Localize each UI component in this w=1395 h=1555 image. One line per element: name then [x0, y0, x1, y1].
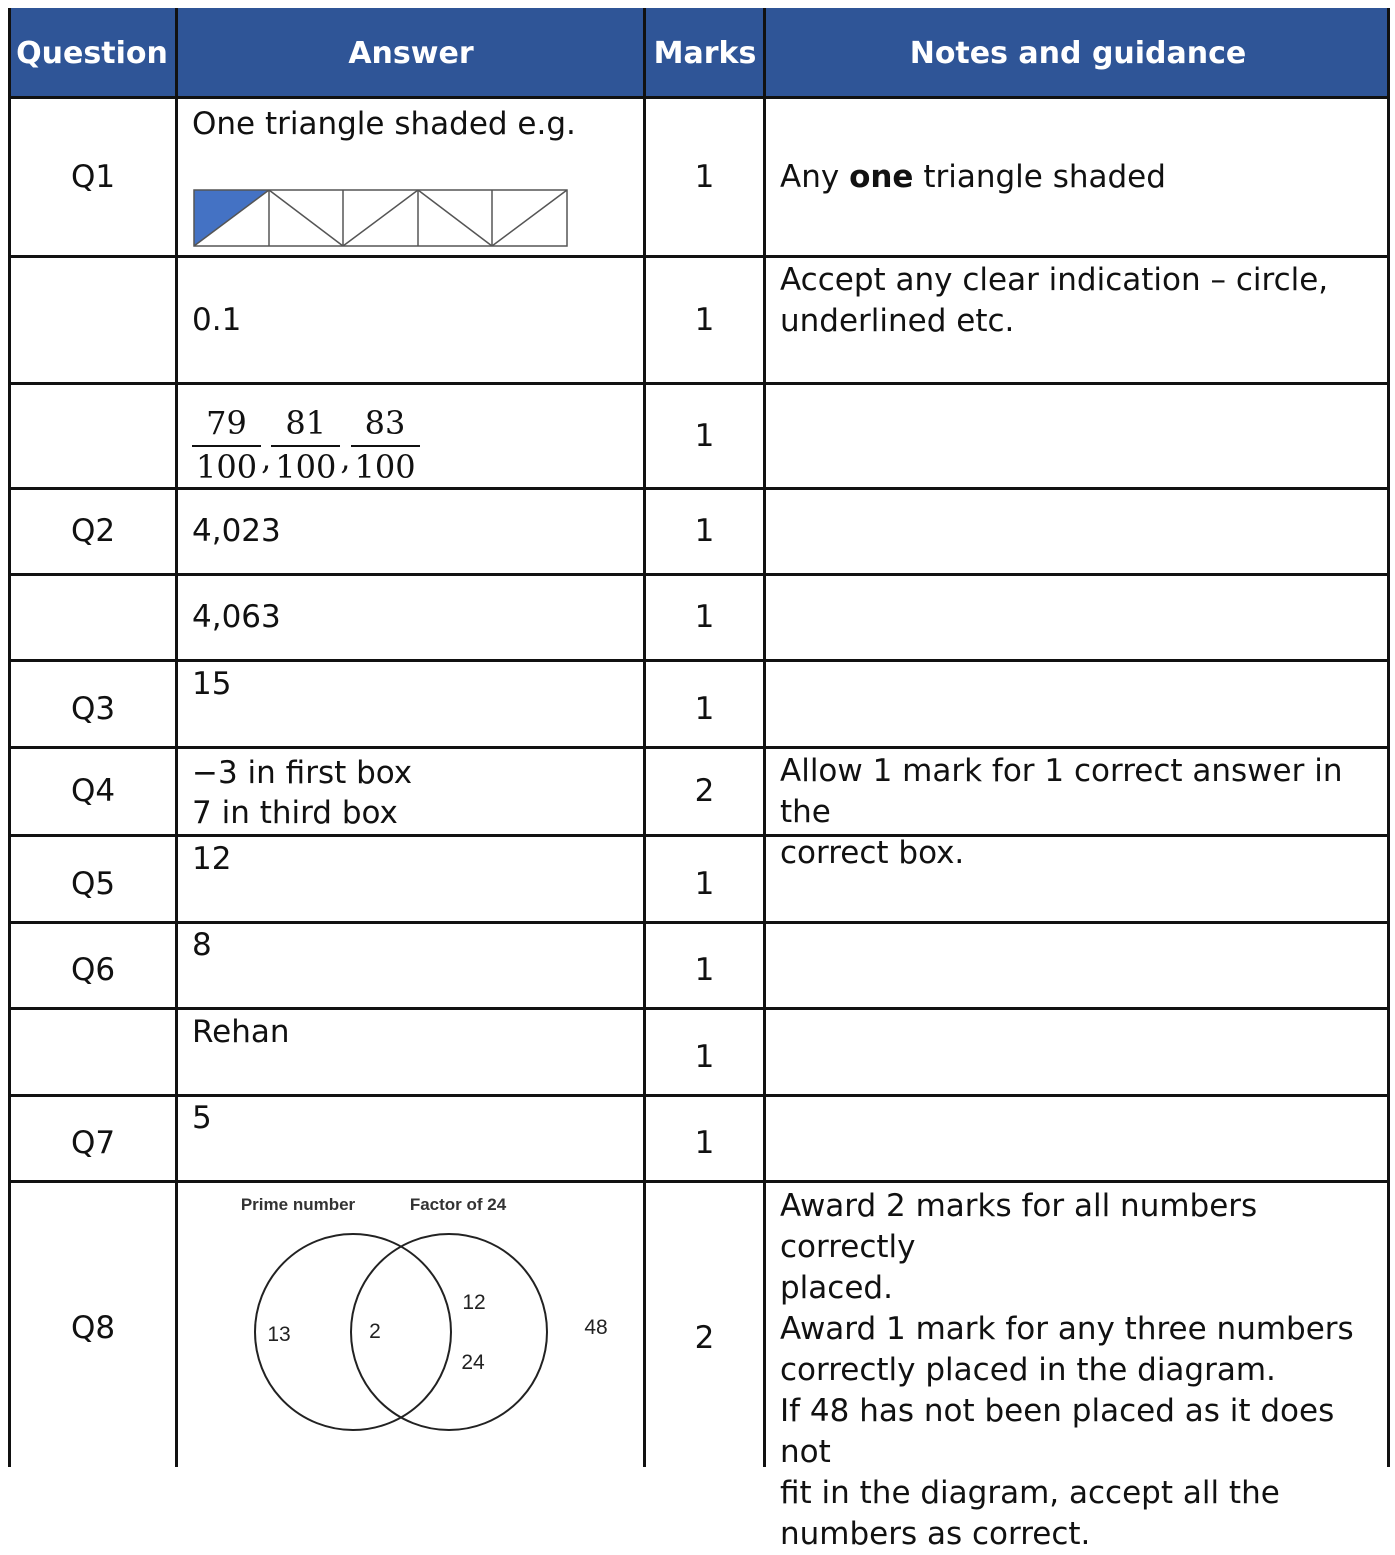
- separator: ,: [261, 439, 272, 477]
- numerator: 79: [206, 404, 247, 442]
- denominator: 100: [351, 445, 420, 485]
- row-question: Q6: [70, 952, 116, 988]
- row-marks: 1: [694, 1125, 715, 1161]
- row-notes: Allow 1 mark for 1 correct answer in the correct box.: [780, 753, 1343, 871]
- header-question: Question: [16, 35, 168, 71]
- header-answer: Answer: [348, 35, 474, 71]
- venn-right-value: 12: [462, 1291, 486, 1314]
- fraction: [271, 405, 340, 485]
- venn-right-value: 24: [461, 1351, 485, 1374]
- grid-line: [763, 8, 766, 1467]
- row-answer: −3 in first box 7 in third box: [192, 755, 413, 831]
- row-question: Q3: [70, 690, 116, 727]
- row-answer: 4,023: [192, 513, 281, 549]
- row-question: [11, 258, 175, 382]
- grid-line: [1387, 8, 1390, 1467]
- row-answer: 0.1: [192, 301, 242, 338]
- row-marks: 1: [694, 417, 715, 454]
- row-marks: 1: [694, 690, 715, 727]
- row-question: Q2: [70, 513, 116, 549]
- triangle-strip: [191, 188, 571, 254]
- fraction: [192, 405, 261, 485]
- row-answer: 8: [192, 927, 212, 963]
- venn-label-factor: Factor of 24: [409, 1195, 507, 1214]
- row-marks: 1: [694, 301, 715, 338]
- row-answer: Rehan: [192, 1014, 290, 1050]
- row-marks: 1: [694, 599, 715, 635]
- row-answer: 5: [192, 1100, 212, 1136]
- row-notes: Award 2 marks for all numbers correctly placed. Award 1 mark for any three numbers correctly placed in the diagram. If 48 has not been placed as it does not fit in the diagram, accept all the numbers as correct.: [780, 1188, 1354, 1552]
- row-marks: 1: [694, 158, 715, 195]
- numerator: 83: [364, 404, 406, 442]
- venn-intersection-value: 2: [369, 1320, 381, 1343]
- notes-emphasis: one: [849, 158, 914, 195]
- denominator: 100: [271, 445, 340, 485]
- header-marks: Marks: [653, 35, 757, 71]
- row-marks: 1: [694, 1038, 715, 1075]
- row-answer: [192, 391, 632, 485]
- venn-outside-value: 48: [584, 1316, 608, 1339]
- row-question: Q5: [70, 865, 116, 902]
- row-question: Q7: [70, 1125, 116, 1161]
- venn-diagram: [178, 1183, 643, 1467]
- row-marks: 1: [694, 952, 715, 988]
- row-marks: 2: [694, 773, 715, 809]
- mark-scheme-table: [8, 8, 1390, 1552]
- notes-text: triangle shaded: [913, 158, 1166, 195]
- row-notes: [780, 99, 1380, 255]
- separator: ,: [340, 439, 351, 477]
- row-marks: 1: [694, 865, 715, 902]
- header-notes: Notes and guidance: [909, 35, 1247, 71]
- row-marks: 1: [694, 513, 715, 549]
- row-question: Q4: [70, 773, 116, 809]
- numerator: 81: [285, 404, 327, 442]
- fraction: [351, 405, 420, 485]
- row-question: Q1: [70, 158, 116, 195]
- row-marks: 2: [694, 1319, 715, 1356]
- row-answer: 4,063: [192, 599, 281, 635]
- row-answer: One triangle shaded e.g.: [192, 106, 576, 142]
- row-answer: 12: [192, 841, 232, 877]
- row-notes: Accept any clear indication – circle, underlined etc.: [780, 262, 1329, 339]
- venn-label-prime: Prime number: [240, 1195, 356, 1214]
- notes-text: Any: [780, 158, 850, 195]
- denominator: 100: [192, 445, 261, 485]
- row-question: Q8: [70, 1309, 116, 1346]
- row-answer: 15: [192, 666, 232, 702]
- venn-left-value: 13: [267, 1323, 291, 1346]
